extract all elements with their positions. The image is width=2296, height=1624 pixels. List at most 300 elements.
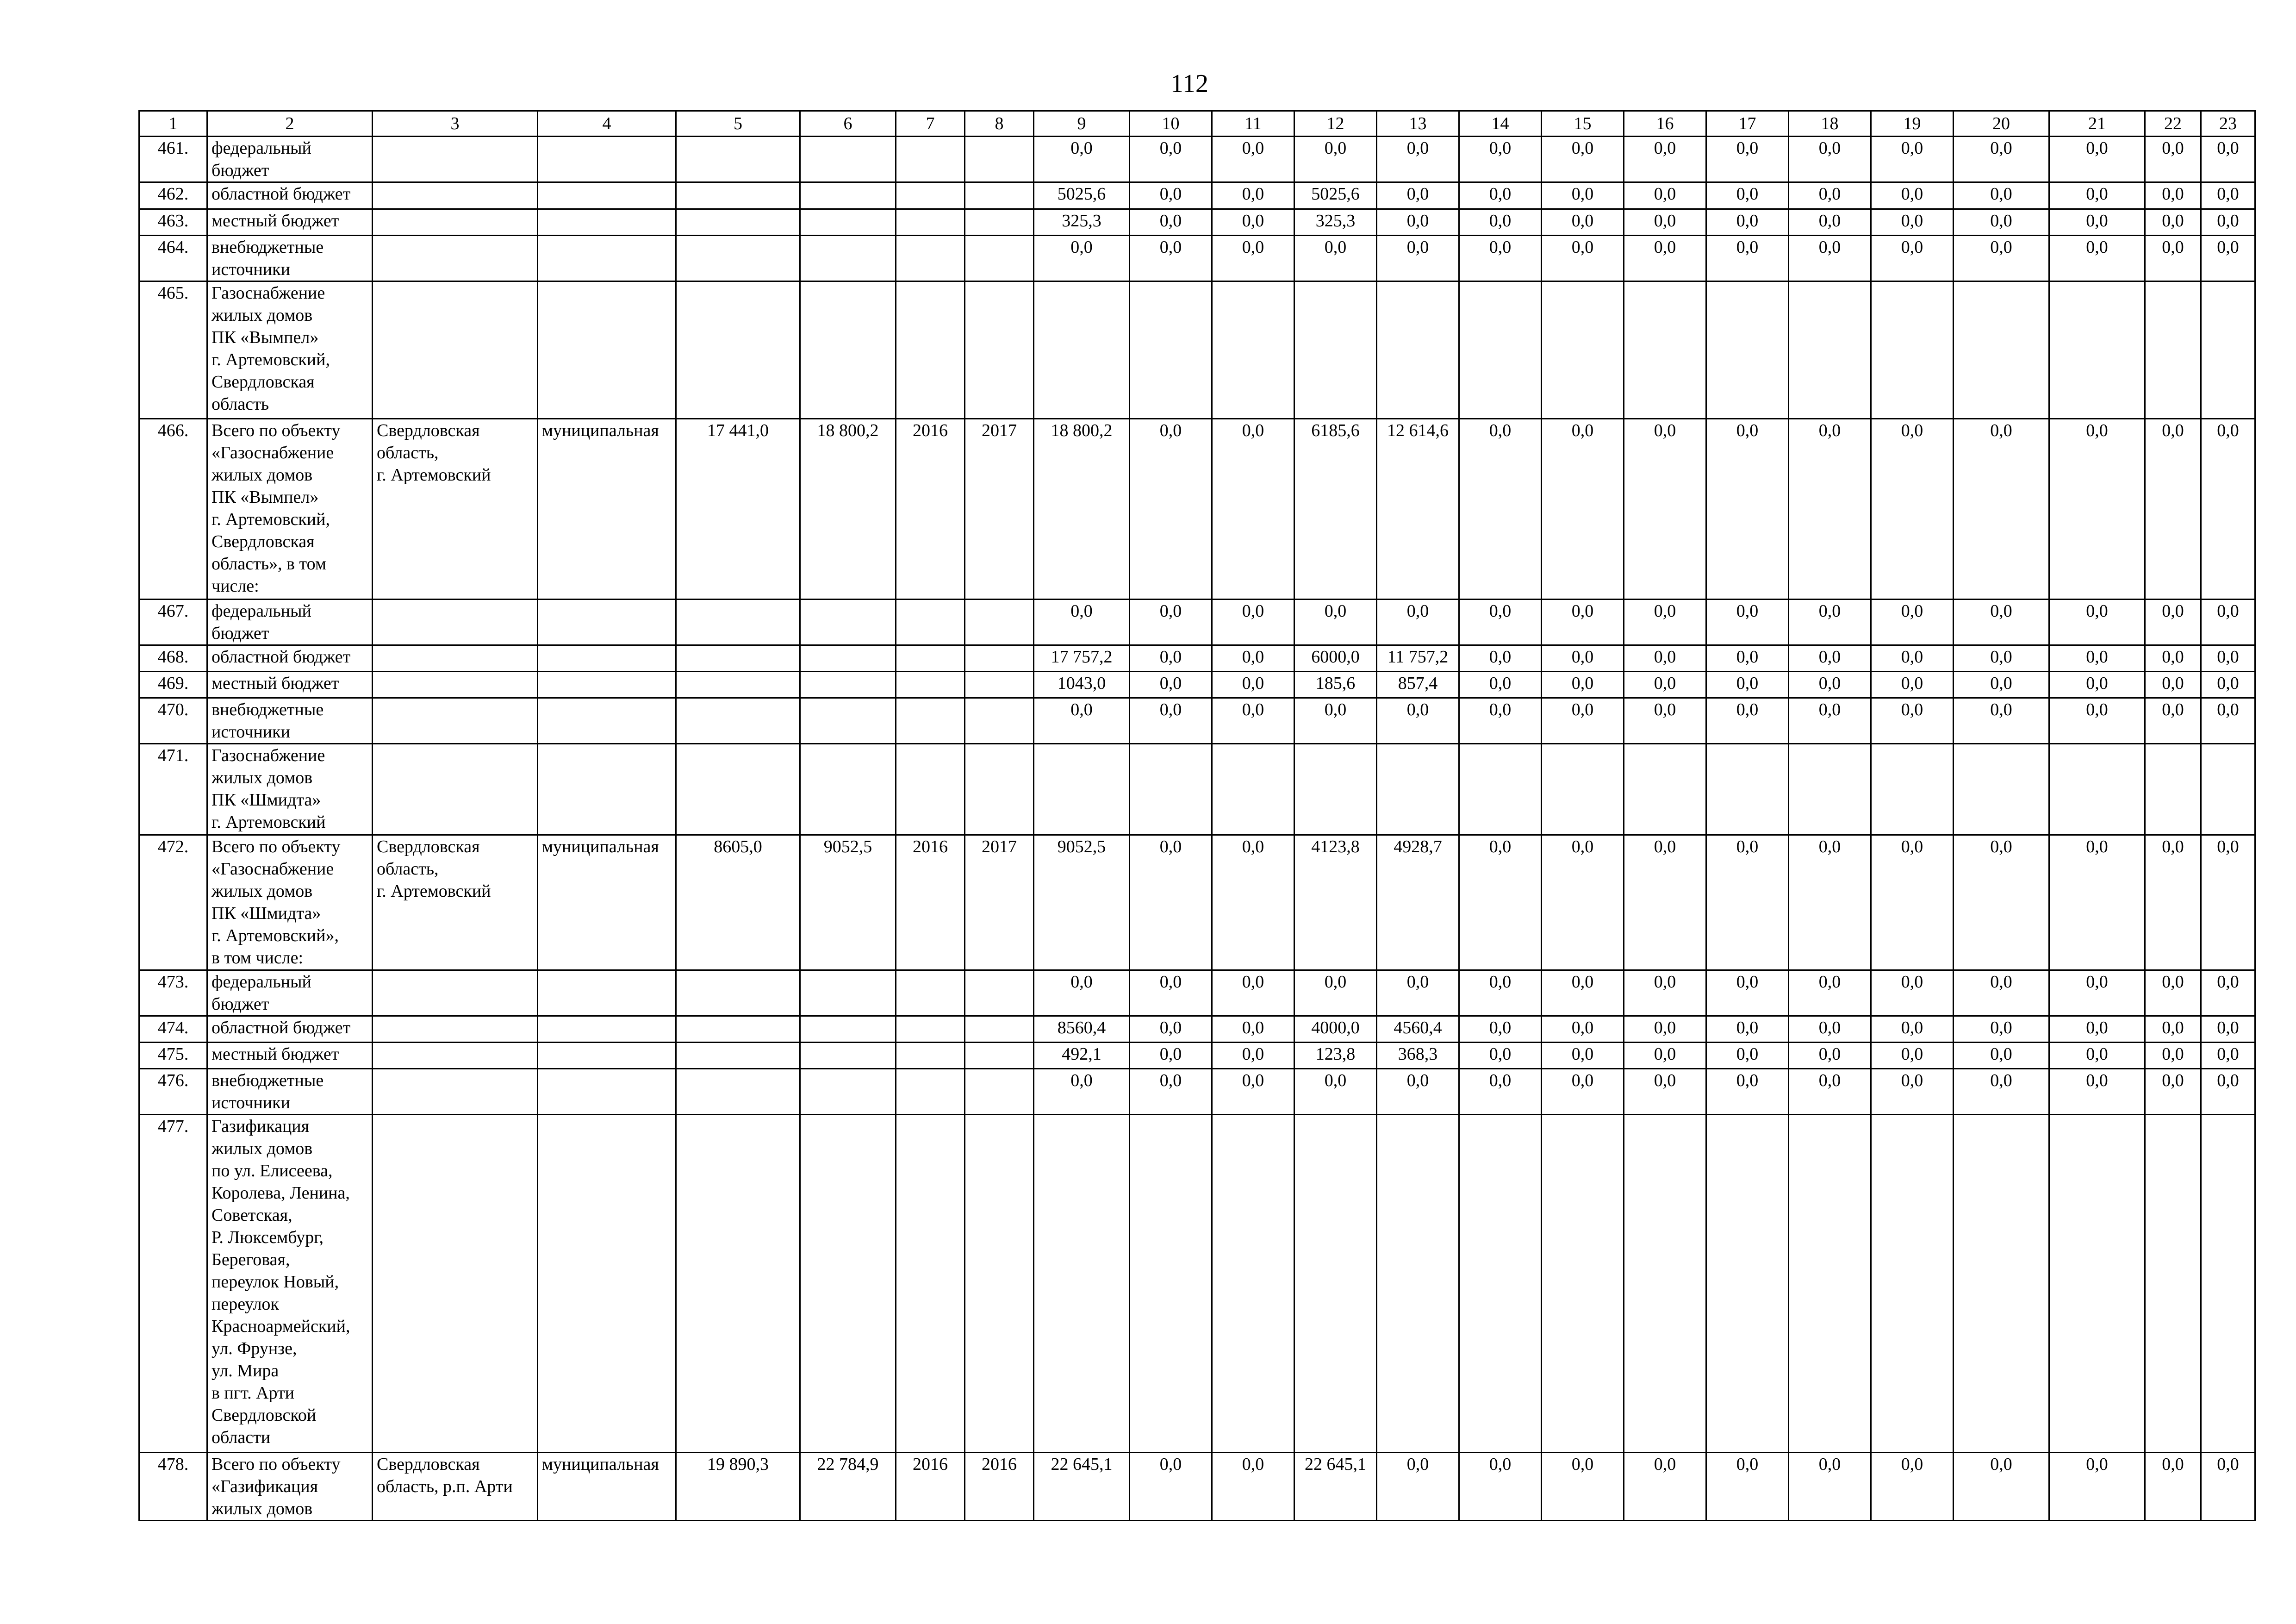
table-cell: 0,0	[1459, 970, 1542, 1016]
table-cell: 0,0	[1212, 698, 1294, 744]
table-cell	[676, 970, 800, 1016]
table-cell: 325,3	[1034, 209, 1130, 236]
table-cell	[538, 281, 676, 419]
table-cell: Газификация жилых домов по ул. Елисеева, Королева, Ленина, Советская, Р. Люксембург, Береговая, переулок Новый, переулок Красноармейский, ул. Фрунзе, ул. Мира в пгт. Арти Свердловской области	[207, 1115, 373, 1453]
column-header-17: 17	[1706, 111, 1789, 137]
table-cell	[373, 698, 538, 744]
table-cell	[1212, 281, 1294, 419]
table-cell: 0,0	[1789, 419, 1871, 600]
table-cell: 0,0	[1954, 137, 2049, 182]
table-cell	[2201, 744, 2255, 835]
table-cell: 0,0	[1130, 1016, 1212, 1043]
table-cell: 0,0	[1542, 835, 1624, 970]
row-number-cell: 473.	[139, 970, 207, 1016]
table-cell: 0,0	[1624, 600, 1706, 645]
table-cell: 2016	[896, 1453, 965, 1521]
table-cell: 0,0	[2145, 672, 2201, 698]
table-cell	[676, 1115, 800, 1453]
table-cell: 0,0	[1954, 209, 2049, 236]
table-cell: 0,0	[1624, 835, 1706, 970]
table-cell: 0,0	[1542, 645, 1624, 672]
table-cell: 0,0	[2201, 600, 2255, 645]
column-header-23: 23	[2201, 111, 2255, 137]
table-cell: 0,0	[2145, 600, 2201, 645]
table-cell	[1294, 281, 1377, 419]
column-header-18: 18	[1789, 111, 1871, 137]
table-cell: 0,0	[2049, 698, 2145, 744]
table-cell: 0,0	[2049, 182, 2145, 209]
table-cell: 0,0	[1130, 672, 1212, 698]
table-cell: 0,0	[1624, 698, 1706, 744]
table-cell	[800, 1043, 896, 1069]
column-header-21: 21	[2049, 111, 2145, 137]
table-cell	[965, 1016, 1034, 1043]
table-cell: 0,0	[1034, 970, 1130, 1016]
column-header-5: 5	[676, 111, 800, 137]
table-cell	[800, 209, 896, 236]
table-cell: 0,0	[1377, 182, 1459, 209]
table-cell	[1789, 744, 1871, 835]
table-cell: 0,0	[1294, 137, 1377, 182]
table-cell	[1294, 744, 1377, 835]
table-cell: 0,0	[1542, 1069, 1624, 1115]
table-cell: 0,0	[1542, 672, 1624, 698]
table-cell: 0,0	[1212, 419, 1294, 600]
table-cell	[800, 1069, 896, 1115]
table-cell	[676, 209, 800, 236]
table-cell	[1871, 1115, 1954, 1453]
table-cell: 0,0	[1130, 137, 1212, 182]
table-cell: 4560,4	[1377, 1016, 1459, 1043]
table-cell: 0,0	[1294, 698, 1377, 744]
table-cell: 0,0	[1871, 645, 1954, 672]
table-row	[139, 182, 2255, 209]
table-cell: 0,0	[1542, 1043, 1624, 1069]
table-cell: 0,0	[1706, 209, 1789, 236]
table-cell: 0,0	[1542, 209, 1624, 236]
table-cell: 0,0	[2145, 1453, 2201, 1521]
column-header-9: 9	[1034, 111, 1130, 137]
table-cell: 0,0	[1871, 698, 1954, 744]
column-header-10: 10	[1130, 111, 1212, 137]
table-cell: 0,0	[1954, 419, 2049, 600]
table-cell	[538, 137, 676, 182]
table-cell: 0,0	[1377, 1453, 1459, 1521]
table-cell: 1043,0	[1034, 672, 1130, 698]
column-header-4: 4	[538, 111, 676, 137]
table-cell	[676, 698, 800, 744]
table-cell	[538, 600, 676, 645]
table-cell: 5025,6	[1034, 182, 1130, 209]
table-cell	[676, 236, 800, 281]
table-cell: 0,0	[1542, 137, 1624, 182]
table-cell	[896, 600, 965, 645]
table-cell	[800, 645, 896, 672]
table-cell: 8605,0	[676, 835, 800, 970]
table-cell	[676, 744, 800, 835]
table-cell	[896, 1043, 965, 1069]
table-cell: 0,0	[1034, 600, 1130, 645]
table-cell	[538, 1115, 676, 1453]
table-cell: 0,0	[1789, 672, 1871, 698]
table-cell	[676, 182, 800, 209]
table-cell: 0,0	[2049, 970, 2145, 1016]
table-cell	[1377, 1115, 1459, 1453]
table-cell: муниципальная	[538, 419, 676, 600]
table-cell: 0,0	[1377, 1069, 1459, 1115]
table-cell: 0,0	[1212, 645, 1294, 672]
table-cell	[373, 970, 538, 1016]
table-row	[139, 137, 2255, 182]
table-cell: внебюджетные источники	[207, 698, 373, 744]
table-cell: 0,0	[1377, 970, 1459, 1016]
column-header-14: 14	[1459, 111, 1542, 137]
table-cell: 0,0	[1706, 1453, 1789, 1521]
table-cell: 368,3	[1377, 1043, 1459, 1069]
table-cell: 0,0	[1459, 835, 1542, 970]
table-cell	[1542, 281, 1624, 419]
table-cell	[373, 182, 538, 209]
row-number-cell: 467.	[139, 600, 207, 645]
table-cell	[896, 970, 965, 1016]
table-cell	[2201, 1115, 2255, 1453]
table-cell: 2016	[965, 1453, 1034, 1521]
table-cell: 0,0	[1377, 209, 1459, 236]
table-cell	[373, 645, 538, 672]
table-cell: муниципальная	[538, 835, 676, 970]
table-cell: 0,0	[1624, 419, 1706, 600]
table-cell: 0,0	[1789, 1453, 1871, 1521]
table-cell: 0,0	[1542, 236, 1624, 281]
table-cell	[373, 744, 538, 835]
table-cell: 0,0	[1871, 1043, 1954, 1069]
table-cell: 0,0	[1871, 970, 1954, 1016]
table-row	[139, 1453, 2255, 1521]
table-cell: 0,0	[2145, 236, 2201, 281]
table-cell: 325,3	[1294, 209, 1377, 236]
table-cell	[965, 672, 1034, 698]
table-cell: 0,0	[2049, 1016, 2145, 1043]
table-cell	[538, 645, 676, 672]
table-cell: 0,0	[2145, 645, 2201, 672]
table-cell: 0,0	[1789, 209, 1871, 236]
table-cell	[538, 1069, 676, 1115]
table-cell: 8560,4	[1034, 1016, 1130, 1043]
table-cell	[676, 1069, 800, 1115]
table-cell: 0,0	[1871, 182, 1954, 209]
table-cell: 0,0	[2049, 137, 2145, 182]
table-row	[139, 281, 2255, 419]
table-cell	[2049, 744, 2145, 835]
table-cell	[676, 1016, 800, 1043]
table-cell	[965, 1069, 1034, 1115]
table-cell: 0,0	[1377, 236, 1459, 281]
table-cell: 0,0	[1624, 1016, 1706, 1043]
column-header-22: 22	[2145, 111, 2201, 137]
table-cell: 0,0	[1034, 236, 1130, 281]
table-cell	[2201, 281, 2255, 419]
table-row	[139, 645, 2255, 672]
table-cell: Всего по объекту «Газоснабжение жилых домов ПК «Вымпел» г. Артемовский, Свердловская область», в том числе:	[207, 419, 373, 600]
table-cell: 0,0	[1377, 137, 1459, 182]
table-cell: 0,0	[2049, 1043, 2145, 1069]
table-cell	[1212, 744, 1294, 835]
table-cell: 0,0	[1706, 1016, 1789, 1043]
table-cell: 0,0	[1624, 236, 1706, 281]
table-cell	[1034, 281, 1130, 419]
table-cell: 0,0	[1789, 698, 1871, 744]
table-cell: 0,0	[1542, 182, 1624, 209]
table-cell	[1034, 744, 1130, 835]
table-cell: внебюджетные источники	[207, 1069, 373, 1115]
table-cell	[800, 182, 896, 209]
table-cell: Свердловская область, г. Артемовский	[373, 419, 538, 600]
table-cell: 492,1	[1034, 1043, 1130, 1069]
table-cell: 2017	[965, 835, 1034, 970]
table-cell	[1542, 1115, 1624, 1453]
column-number-row	[139, 111, 2255, 137]
table-cell: 0,0	[1871, 1453, 1954, 1521]
table-cell: 0,0	[1789, 970, 1871, 1016]
table-cell: 0,0	[1624, 209, 1706, 236]
table-cell: 0,0	[1954, 1453, 2049, 1521]
table-cell: 0,0	[2049, 1453, 2145, 1521]
table-cell: 0,0	[1789, 1069, 1871, 1115]
table-cell: 22 645,1	[1294, 1453, 1377, 1521]
table-cell: 0,0	[1459, 236, 1542, 281]
row-number-cell: 478.	[139, 1453, 207, 1521]
table-cell: областной бюджет	[207, 1016, 373, 1043]
table-cell	[896, 744, 965, 835]
table-cell	[1624, 281, 1706, 419]
table-cell: 0,0	[1130, 835, 1212, 970]
table-cell: 0,0	[1377, 698, 1459, 744]
table-cell: 18 800,2	[1034, 419, 1130, 600]
table-cell	[965, 209, 1034, 236]
table-cell: 0,0	[1954, 1016, 2049, 1043]
table-cell	[965, 698, 1034, 744]
table-cell	[676, 281, 800, 419]
table-cell: 22 784,9	[800, 1453, 896, 1521]
table-cell: 0,0	[2201, 698, 2255, 744]
table-cell	[373, 1043, 538, 1069]
table-cell	[2145, 281, 2201, 419]
table-cell: 0,0	[2201, 672, 2255, 698]
table-cell: 0,0	[1212, 1043, 1294, 1069]
table-cell: 0,0	[1706, 137, 1789, 182]
table-cell	[800, 1115, 896, 1453]
row-number-cell: 463.	[139, 209, 207, 236]
table-cell: 0,0	[1954, 182, 2049, 209]
table-cell: 19 890,3	[676, 1453, 800, 1521]
table-cell: 0,0	[1034, 1069, 1130, 1115]
table-cell: 857,4	[1377, 672, 1459, 698]
table-cell: 0,0	[1130, 600, 1212, 645]
table-cell	[896, 1016, 965, 1043]
table-cell	[1789, 1115, 1871, 1453]
table-cell	[1130, 281, 1212, 419]
table-cell	[538, 182, 676, 209]
table-cell: местный бюджет	[207, 1043, 373, 1069]
table-cell: 0,0	[1624, 1043, 1706, 1069]
table-cell: 0,0	[1542, 419, 1624, 600]
table-cell	[800, 744, 896, 835]
table-cell	[1954, 1115, 2049, 1453]
table-cell: 0,0	[1212, 137, 1294, 182]
table-cell	[1034, 1115, 1130, 1453]
table-cell: 0,0	[1294, 970, 1377, 1016]
table-cell	[676, 1043, 800, 1069]
table-cell: 0,0	[2201, 1016, 2255, 1043]
table-row	[139, 209, 2255, 236]
table-cell: 0,0	[2145, 698, 2201, 744]
table-cell: 0,0	[2145, 970, 2201, 1016]
table-row	[139, 744, 2255, 835]
page-number: 112	[1170, 69, 1208, 98]
table-cell: 0,0	[1130, 1043, 1212, 1069]
table-cell: 185,6	[1294, 672, 1377, 698]
table-cell	[800, 1016, 896, 1043]
column-header-2: 2	[207, 111, 373, 137]
table-cell: 0,0	[2145, 1016, 2201, 1043]
table-cell	[1459, 281, 1542, 419]
table-cell: 0,0	[1034, 698, 1130, 744]
table-cell: 0,0	[1706, 835, 1789, 970]
table-cell	[1706, 744, 1789, 835]
table-cell: Всего по объекту «Газификация жилых домов	[207, 1453, 373, 1521]
column-header-20: 20	[1954, 111, 2049, 137]
table-cell: 5025,6	[1294, 182, 1377, 209]
row-number-cell: 477.	[139, 1115, 207, 1453]
table-cell: 0,0	[1871, 835, 1954, 970]
table-row	[139, 419, 2255, 600]
table-cell: муниципальная	[538, 1453, 676, 1521]
table-cell	[538, 672, 676, 698]
table-cell: 0,0	[2049, 672, 2145, 698]
table-cell: 0,0	[2201, 835, 2255, 970]
table-cell: 0,0	[1130, 698, 1212, 744]
table-cell: 0,0	[1377, 600, 1459, 645]
table-cell: 4123,8	[1294, 835, 1377, 970]
table-cell	[1294, 1115, 1377, 1453]
table-cell: 0,0	[1459, 645, 1542, 672]
table-cell: федеральный бюджет	[207, 600, 373, 645]
table-cell: 0,0	[1459, 137, 1542, 182]
table-cell: 0,0	[2201, 182, 2255, 209]
table-row	[139, 970, 2255, 1016]
table-cell	[896, 698, 965, 744]
table-cell: 11 757,2	[1377, 645, 1459, 672]
table-cell: 0,0	[1624, 182, 1706, 209]
table-cell: 0,0	[1954, 835, 2049, 970]
table-cell	[896, 209, 965, 236]
table-cell: 0,0	[1459, 209, 1542, 236]
table-cell: 0,0	[1212, 835, 1294, 970]
table-cell: 0,0	[1459, 182, 1542, 209]
table-cell: Свердловская область, р.п. Арти	[373, 1453, 538, 1521]
table-cell: 0,0	[1212, 236, 1294, 281]
row-number-cell: 461.	[139, 137, 207, 182]
row-number-cell: 466.	[139, 419, 207, 600]
table-cell: 0,0	[2049, 835, 2145, 970]
table-cell: 0,0	[1130, 1069, 1212, 1115]
table-cell	[965, 970, 1034, 1016]
table-cell: 0,0	[1542, 1016, 1624, 1043]
table-cell: 0,0	[1212, 1016, 1294, 1043]
table-cell: 9052,5	[1034, 835, 1130, 970]
table-cell: 0,0	[1459, 1043, 1542, 1069]
table-cell: 0,0	[1789, 236, 1871, 281]
table-cell	[373, 1069, 538, 1115]
table-cell	[538, 1016, 676, 1043]
table-cell: 0,0	[1130, 209, 1212, 236]
table-cell: Свердловская область, г. Артемовский	[373, 835, 538, 970]
table-cell: 0,0	[1542, 970, 1624, 1016]
table-cell: 0,0	[1294, 236, 1377, 281]
table-cell	[538, 698, 676, 744]
table-cell: 0,0	[1954, 698, 2049, 744]
table-cell: 0,0	[1212, 182, 1294, 209]
table-cell: 4928,7	[1377, 835, 1459, 970]
table-cell: 0,0	[1459, 1453, 1542, 1521]
table-cell	[1212, 1115, 1294, 1453]
budget-table	[138, 110, 2256, 1521]
table-cell	[676, 137, 800, 182]
table-cell	[1706, 1115, 1789, 1453]
table-cell	[373, 1115, 538, 1453]
table-cell	[1624, 1115, 1706, 1453]
row-number-cell: 469.	[139, 672, 207, 698]
table-cell: местный бюджет	[207, 209, 373, 236]
table-cell: 0,0	[2145, 1043, 2201, 1069]
table-cell: 0,0	[1789, 182, 1871, 209]
table-cell	[896, 281, 965, 419]
table-cell: 0,0	[2201, 137, 2255, 182]
row-number-cell: 468.	[139, 645, 207, 672]
row-number-cell: 471.	[139, 744, 207, 835]
table-row	[139, 236, 2255, 281]
table-cell: 0,0	[1871, 137, 1954, 182]
table-cell: 0,0	[1459, 698, 1542, 744]
table-cell: 0,0	[1130, 182, 1212, 209]
table-cell: 0,0	[1871, 672, 1954, 698]
table-cell	[1954, 281, 2049, 419]
table-row	[139, 1043, 2255, 1069]
table-cell	[676, 645, 800, 672]
table-cell: 0,0	[1624, 1069, 1706, 1115]
table-cell: 0,0	[1130, 419, 1212, 600]
table-cell: 0,0	[1954, 1043, 2049, 1069]
row-number-cell: 464.	[139, 236, 207, 281]
table-cell: 0,0	[1789, 600, 1871, 645]
table-cell: 17 441,0	[676, 419, 800, 600]
table-cell	[373, 600, 538, 645]
table-cell: 0,0	[1130, 645, 1212, 672]
row-number-cell: 470.	[139, 698, 207, 744]
table-cell: 0,0	[1871, 600, 1954, 645]
table-cell: 0,0	[1459, 600, 1542, 645]
table-cell	[373, 236, 538, 281]
table-cell: 0,0	[1789, 137, 1871, 182]
table-cell: 0,0	[1542, 698, 1624, 744]
table-cell: 0,0	[1954, 645, 2049, 672]
table-cell: Газоснабжение жилых домов ПК «Шмидта» г. Артемовский	[207, 744, 373, 835]
table-cell: 0,0	[1294, 600, 1377, 645]
table-cell: 0,0	[2201, 1043, 2255, 1069]
table-cell	[1954, 744, 2049, 835]
column-header-12: 12	[1294, 111, 1377, 137]
table-cell	[2049, 1115, 2145, 1453]
